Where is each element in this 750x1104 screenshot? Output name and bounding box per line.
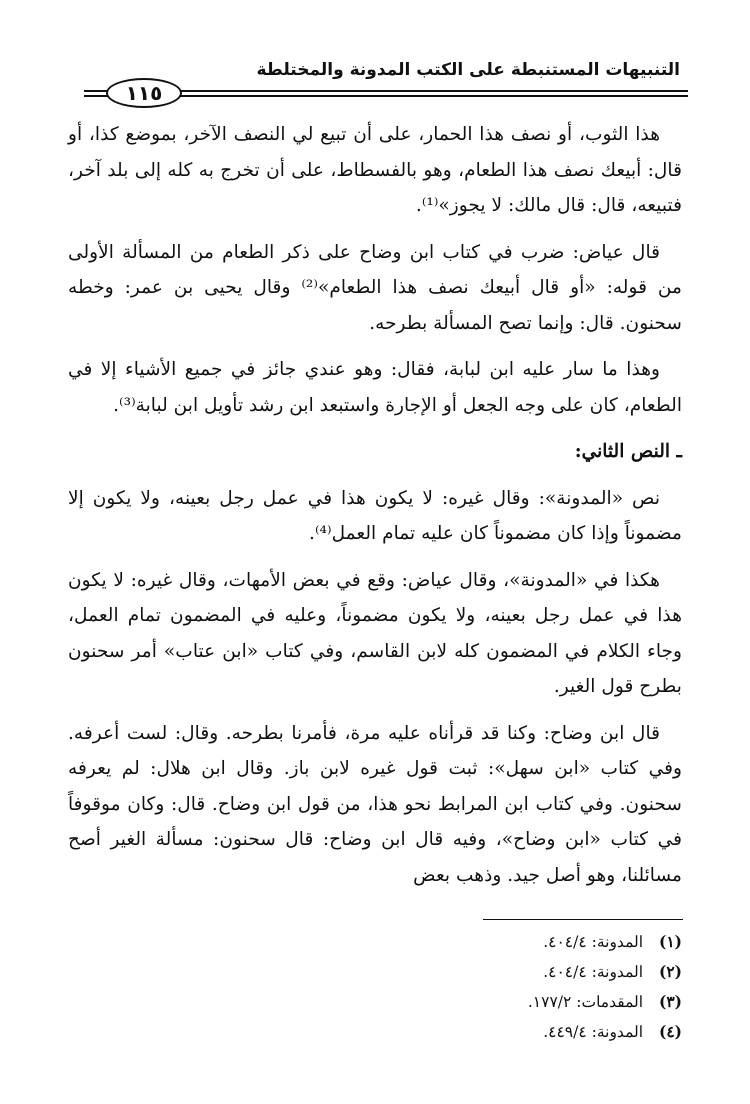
footnote-4 [382, 1017, 682, 1047]
footnote-1 [382, 927, 682, 957]
footnote-text: المدونة: ٤٤٩/٤. [543, 1023, 644, 1041]
footnote-mark: (٣) [658, 992, 682, 1011]
paragraph-3: وهذا ما سار عليه ابن لبابة، فقال: وهو عندي جائز في جميع الأشياء إلا في الطعام، كان على وجه الجعل أو الإجارة واستبعد ابن رشد تأويل ابن لبابة⁽³⁾. [68, 359, 682, 416]
paragraph-5: هكذا في «المدونة»، وقال عياض: وقع في بعض الأمهات، وقال غيره: لا يكون هذا في عمل رجل بعينه، ولا يكون مضموناً، وعليه في المضمون تمام العمل، وجاء الكلام في المضمون كله لابن القاسم، وفي كتاب «ابن عتاب» أمر سحنون بطرح قول الغير. [68, 569, 682, 697]
paragraph-2: قال عياض: ضرب في كتاب ابن وضاح على ذكر الطعام من المسألة الأولى من قوله: «أو قال أبيعك نصف هذا الطعام»⁽²⁾ وقال يحيى بن عمر: وخطه سحنون. قال: وإنما تصح المسألة بطرحه. [68, 241, 682, 334]
paragraph-6: قال ابن وضاح: وكنا قد قرأناه عليه مرة، فأمرنا بطرحه. وقال: لست أعرفه. وفي كتاب «ابن سهل»: ثبت قول غيره لابن باز. وقال ابن هلال: لم يعرفه سحنون. وفي كتاب ابن المرابط نحو هذا، من قول ابن وضاح. قال: وكان موقوفاً في كتاب «ابن وضاح»، وفيه قال ابن وضاح: قال سحنون: مسألة الغير أصح مسائلنا، وهو أصل جيد. وذهب بعض [68, 722, 682, 886]
footnote-text: المدونة: ٤٠٤/٤. [543, 933, 644, 951]
paragraph-4: نص «المدونة»: وقال غيره: لا يكون هذا في عمل رجل بعينه، ولا يكون إلا مضموناً وإذا كان مضموناً كان عليه تمام العمل⁽⁴⁾. [68, 487, 682, 544]
footnote-2 [382, 957, 682, 987]
footnote-text: المدونة: ٤٠٤/٤. [543, 963, 644, 981]
footnote-mark: (١) [658, 932, 682, 951]
main-text [68, 117, 682, 904]
page-number-text: ١١٥ [125, 81, 163, 105]
footnote-mark: (٤) [658, 1022, 682, 1041]
footnote-separator [483, 919, 683, 920]
footnote-3 [382, 987, 682, 1017]
paragraph-1: هذا الثوب، أو نصف هذا الحمار، على أن تبيع لي النصف الآخر، بموضع كذا، أو قال: أبيعك نصف هذا الطعام، وهو بالفسطاط، على أن تخرج به كله إلى بلد آخر، فتبيعه، قال: قال مالك: لا يجوز»⁽¹⁾. [68, 124, 682, 216]
footnotes [382, 927, 682, 1047]
running-title: التنبيهات المستنبطة على الكتب المدونة والمختلطة [256, 60, 680, 80]
footnote-text: المقدمات: ١٧٧/٢. [527, 993, 644, 1011]
section-heading: ـ النص الثاني: [574, 441, 682, 462]
footnote-mark: (٢) [658, 962, 682, 981]
page-number [106, 78, 182, 108]
